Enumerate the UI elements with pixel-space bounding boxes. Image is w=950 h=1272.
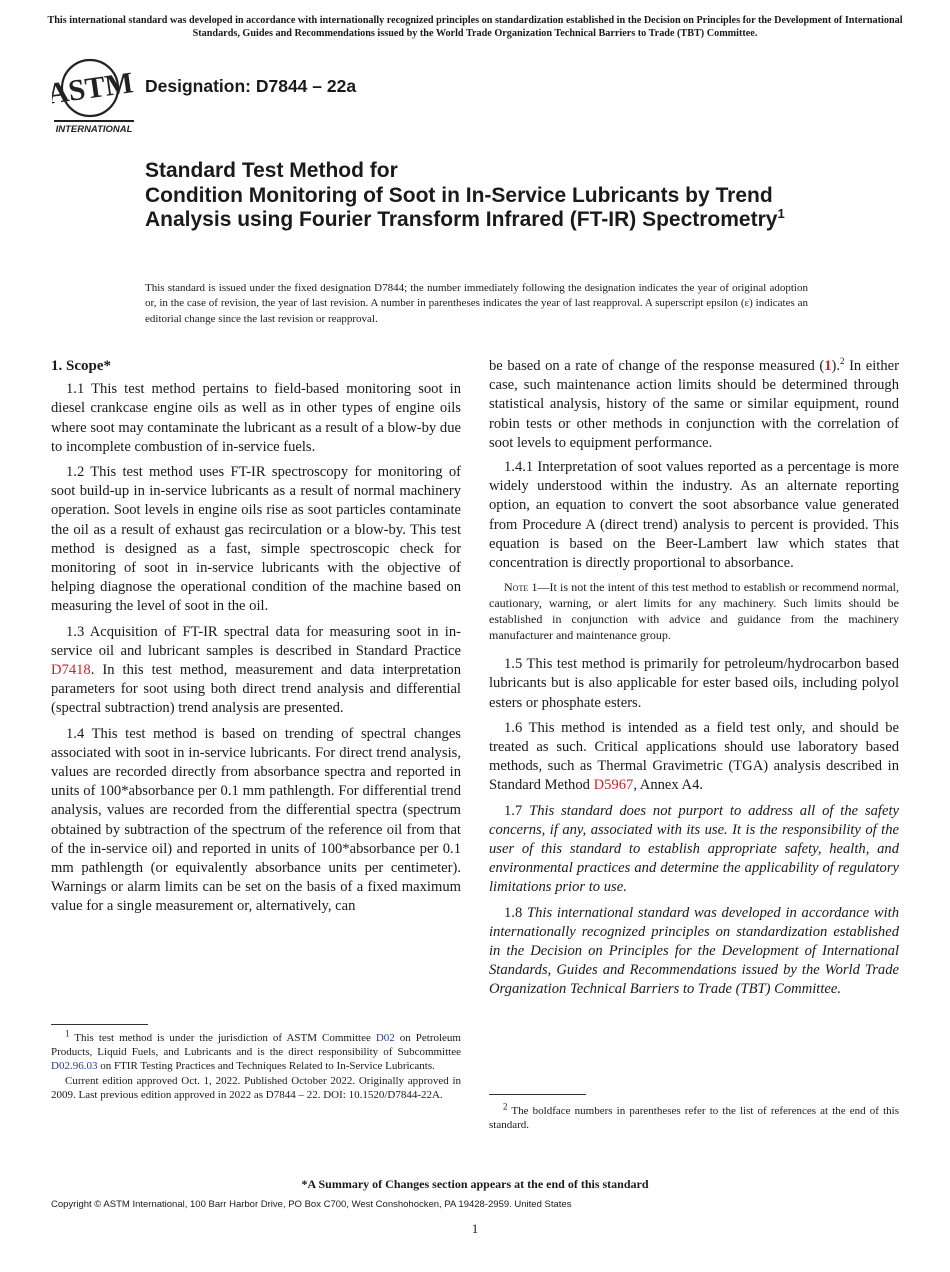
paragraph-1-7-number: 1.7 (504, 802, 530, 819)
footnote-divider-left (51, 1024, 148, 1025)
link-d5967[interactable]: D5967 (593, 777, 634, 794)
paragraph-1-6-text: 1.6 This method is intended as a field test only, and should be treated as such. Critical applications should use laboratory based methods, such as Thermal Gravimetric (TGA) analysis described in Standard Method (489, 719, 899, 794)
paragraph-1-6-text-end: , Annex A4. (633, 777, 704, 794)
right-column (489, 357, 899, 1006)
footnote-divider-right (489, 1094, 586, 1095)
astm-logo (52, 58, 134, 136)
header-notice: This international standard was developed in accordance with internationally recognized principles on standardization established in the Decision on Principles for the Development of International Standards, Guides and Recommendations issued by the World Trade Organization Technical Barriers to Trade (TBT) Committee. (47, 15, 903, 39)
paragraph-1-4-continued (489, 357, 899, 453)
paragraph-1-5: 1.5 This test method is primarily for petroleum/hydrocarbon based lubricants but is also applicable for ester based oils, including polyol esters or phosphate esters. (489, 656, 899, 711)
footnote-mark-2: 2 (840, 356, 845, 367)
section-heading-scope: 1. Scope* (51, 358, 111, 374)
footnote-1-text: This test method is under the jurisdiction of ASTM Committee (69, 1032, 376, 1044)
footnote-1-mark: 1 (65, 1028, 70, 1039)
paragraph-1-8 (489, 904, 899, 1000)
footnote-2-text: The boldface numbers in parentheses refer to the list of references at the end of this standard. (489, 1105, 899, 1132)
footnote-1-text-end: on FTIR Testing Practices and Techniques Related to In-Service Lubricants. (97, 1060, 435, 1073)
continued-text: be based on a rate of change of the response measured ( (489, 358, 825, 374)
paragraph-1-4-1: 1.4.1 Interpretation of soot values reported as a percentage is more widely understood within the industry. As an alternate reporting option, an equation to convert the soot absorbance value generated from Procedure A (direct trend) analysis to percent is provided. This equation is based on the Beer-Lambert law which states that concentration is directly proportional to absorbance. (489, 459, 899, 572)
link-d02[interactable]: D02 (375, 1032, 395, 1044)
svg-text:ASTM: ASTM (52, 66, 134, 111)
logo-text: INTERNATIONAL (55, 124, 133, 135)
reference-link-1[interactable]: 1 (824, 358, 832, 374)
copyright-line: Copyright © ASTM International, 100 Barr Harbor Drive, PO Box C700, West Conshohocken, PA 19428-2959. United States (51, 1199, 572, 1210)
paragraph-1-8-text: This international standard was developed in accordance with internationally recognized principles on standardization established in the Decision on Principles for the Development of International Standards, Guides and Recommendations issued by the World Trade Organization Technical Barriers to Trade (TBT) Committee. (489, 904, 900, 998)
continued-text-paren: ). (831, 358, 841, 374)
paragraph-1-2: 1.2 This test method uses FT-IR spectroscopy for monitoring of soot build-up in in-service lubricants as a result of normal machinery operation. Soot levels in engine oils rise as soot particles contaminate the oil as a result of exhaust gas recirculation or a blow-by. This test method is designed as a fast, simple spectroscopic check for monitoring of soot in in-service lubricants with the objective of helping diagnose the operational condition of the machine based on measuring the level of soot in the oil. (51, 464, 461, 615)
note-label: Note (504, 580, 529, 595)
note-text: 1—It is not the intent of this test method to establish or recommend normal, cautionary, warning, or alert limits for any machinery. Such limits should be established in conjunction with advice and guidance from the machinery manufacturer and maintenance group. (489, 580, 899, 643)
paragraph-1-7-text: This standard does not purport to address all of the safety concerns, if any, associated with its use. It is the responsibility of the user of this standard to establish appropriate safety, health, and environmental practices and determine the applicability of regulatory limitations prior to use. (489, 802, 899, 896)
link-d7418[interactable]: D7418 (51, 662, 91, 679)
designation: Designation: D7844 – 22a (145, 76, 357, 96)
paragraph-1-4: 1.4 This test method is based on trending of spectral changes associated with soot in in-service lubricants. For direct trend analysis, values are recorded directly from absorbance spectra and reported in units of 100*absorbance per 0.1 mm pathlength. For differential trend analysis, values are recorded from the differential spectra (spectrum obtained by subtraction of the spectrum of the reference oil from that of the in-service oil) and reported in units of 100*absorbance per 0.1 mm pathlength (or equivalently absorbance units per centimeter). Warnings or alarm limits can be set on the basis of a fixed maximum value for a single measurement or, alternatively, can (51, 725, 461, 915)
footnote-2-mark: 2 (503, 1101, 508, 1112)
issued-note: This standard is issued under the fixed designation D7844; the number immediately following the designation indicates the year of original adoption or, in the case of revision, the year of last revision. A number in parentheses indicates the year of last reapproval. A superscript epsilon (ε) indicates an editorial change since the last revision or reapproval. (145, 282, 808, 325)
footnote-1 (51, 1028, 461, 1102)
paragraph-1-6 (489, 719, 899, 796)
paragraph-1-3-text-end: . In this test method, measurement and data interpretation parameters for soot using both direct trend analysis and differential (spectral subtraction) trend analysis are presented. (51, 662, 461, 717)
summary-of-changes-note: *A Summary of Changes section appears at the end of this standard (301, 1177, 649, 1191)
paragraph-1-8-number: 1.8 (504, 904, 528, 921)
astm-logo-icon (52, 58, 134, 136)
paragraph-1-3 (51, 623, 461, 719)
document-title (145, 159, 845, 233)
footnote-2 (489, 1101, 899, 1132)
page-number: 1 (471, 1221, 479, 1236)
left-column (51, 357, 461, 923)
footnote-1-edition: Current edition approved Oct. 1, 2022. Published October 2022. Originally approved in 2009. Last previous edition approved in 2022 as D7844 – 22. DOI: 10.1520/D7844-22A. (51, 1074, 461, 1101)
paragraph-1-1: 1.1 This test method pertains to field-based monitoring soot in diesel crankcase engine oils as well as in other types of engine oils where soot may contaminate the lubricant as a result of a blow-by due to incomplete combustion of in-service fuels. (51, 381, 461, 455)
continued-text-end: In either case, such maintenance action limits should be determined through statistical analysis, history of the same or similar equipment, round robin tests or other methods in conjunction with the correlation of soot levels to equipment performance. (489, 358, 899, 451)
title-main: Condition Monitoring of Soot in In-Service Lubricants by Trend Analysis using Fourier Transform Infrared (FT-IR) Spectrometry (145, 183, 778, 231)
note-1 (489, 579, 899, 643)
paragraph-1-7 (489, 802, 899, 898)
title-footnote-mark: 1 (777, 206, 785, 221)
title-line1: Standard Test Method for (145, 159, 398, 182)
link-d02-96-03[interactable]: D02.96.03 (51, 1060, 98, 1073)
footnote-1-text-mid: on Petroleum Products, Liquid Fuels, and Lubricants and is the direct responsibility of Subcommittee (51, 1032, 461, 1059)
paragraph-1-3-text: 1.3 Acquisition of FT-IR spectral data for measuring soot in in-service oil and lubricant samples is described in Standard Practice (51, 623, 461, 659)
